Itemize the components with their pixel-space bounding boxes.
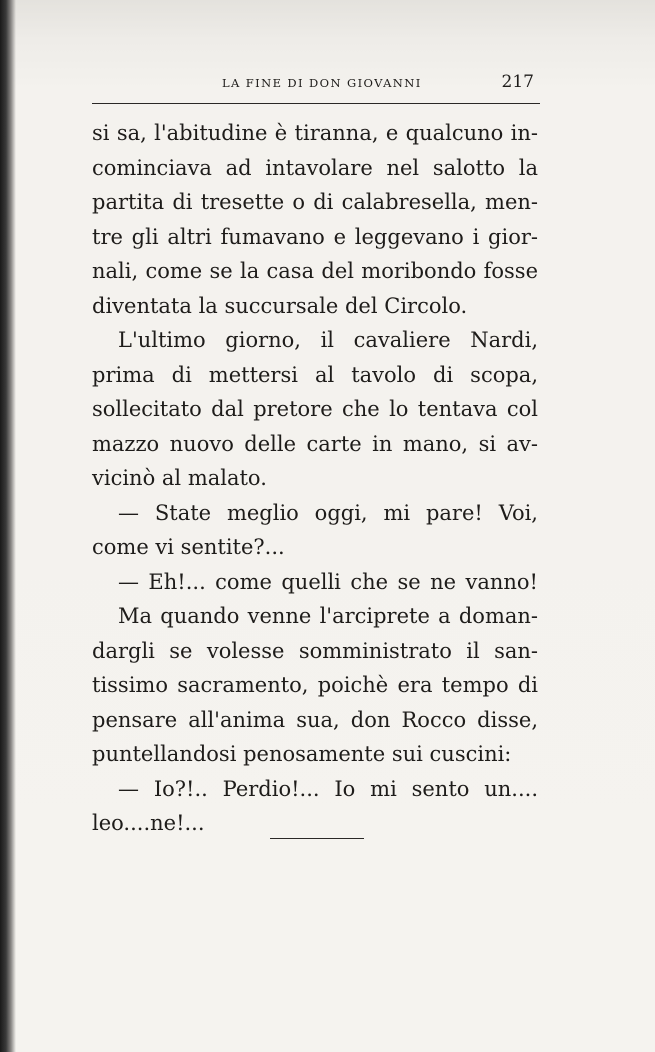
text-line: mazzo nuovo delle carte in mano, si av- [92,431,538,456]
text-line: sollecitato dal pretore che lo tentava col [92,397,538,421]
text-line: — State meglio oggi, mi pare! Voi, [118,500,538,525]
text-line: — Eh!... come quelli che se ne vanno! [118,569,538,594]
text-line: Ma quando venne l'arciprete a doman- [118,604,538,628]
text-line: puntellandosi penosamente sui cuscini: [92,742,512,766]
text-line: vicinò al malato. [92,466,267,490]
text-line: tre gli altri fumavano e leggevano i gior- [92,224,538,249]
text-line: leo....ne!... [92,811,205,835]
text-line: diventata la succursale del Circolo. [92,293,468,318]
text-line: come vi sentite?... [92,535,285,559]
page-number: 217 [501,72,534,92]
text-line: partita di tresette o di calabresella, men- [92,190,538,214]
text-line: L'ultimo giorno, il cavaliere Nardi, [118,328,538,352]
running-title: LA FINE DI DON GIOVANNI [222,76,422,90]
binding-edge [0,0,16,1052]
text-line: nali, come se la casa del moribondo fosse [92,259,538,283]
text-line: prima di mettersi al tavolo di scopa, [92,362,538,387]
text-line: cominciava ad intavolare nel salotto la [92,155,538,180]
header-rule [92,103,540,104]
body-text [92,116,538,841]
text-line: dargli se volesse somministrato il san- [92,638,538,663]
end-rule [270,838,364,839]
text-line: pensare all'anima sua, don Rocco disse, [92,707,538,732]
text-line: tissimo sacramento, poichè era tempo di [92,673,538,697]
text-line: — Io?!.. Perdio!... Io mi sento un.... [118,776,538,801]
running-head [92,72,538,98]
text-line: si sa, l'abitudine è tiranna, e qualcuno in- [92,121,538,145]
